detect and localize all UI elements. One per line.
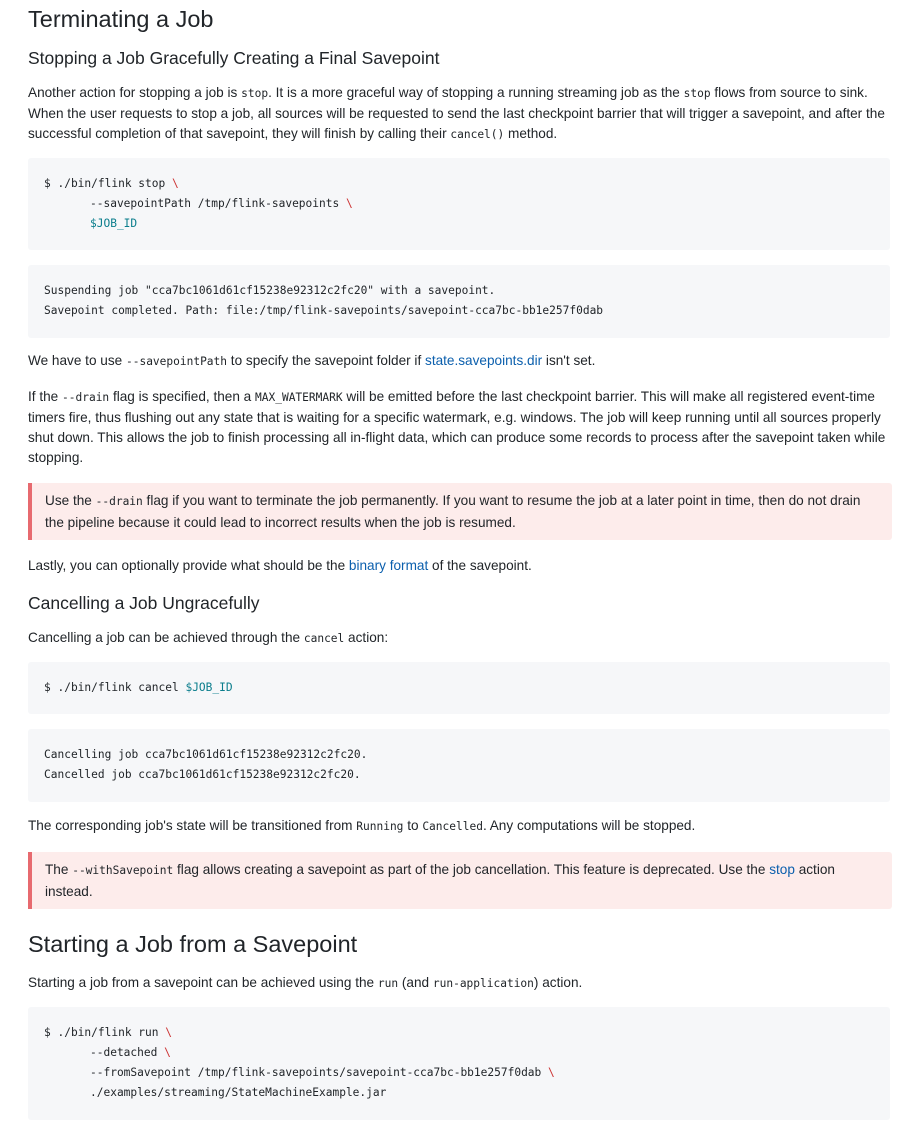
section-heading-cancelling: Cancelling a Job Ungracefully	[28, 593, 260, 613]
inline-code: cancel()	[450, 128, 505, 141]
section-heading-starting: Starting a Job from a Savepoint	[28, 931, 358, 957]
inline-code: --drain	[95, 495, 143, 508]
inline-code: stop	[683, 87, 711, 100]
inline-code: stop	[241, 87, 269, 100]
paragraph-run-intro: Starting a job from a savepoint can be achieved using the run (and run-application) action.	[28, 975, 583, 990]
paragraph-cancel-intro: Cancelling a job can be achieved through the cancel action:	[28, 630, 389, 645]
link-binary-format[interactable]: binary format	[348, 558, 429, 573]
hint-withsavepoint-deprecated: The --withSavepoint flag allows creating a savepoint as part of the job cancellation. This feature is deprecated. Use the stop action instead.	[28, 852, 892, 909]
hint-drain-warning: Use the --drain flag if you want to terminate the job permanently. If you want to resume the job at a later point in time, then do not drain the pipeline because it could lead to incorrect results when the job is resumed.	[28, 483, 892, 540]
inline-code: Running	[356, 820, 404, 833]
code-block-stop-command[interactable]: $ ./bin/flink stop \ --savepointPath /tmp/flink-savepoints \ $JOB_ID	[28, 158, 890, 250]
inline-code: MAX_WATERMARK	[255, 391, 343, 404]
inline-code: --drain	[62, 391, 110, 404]
paragraph-cancel-state: The corresponding job's state will be transitioned from Running to Cancelled. Any computations will be stopped.	[28, 818, 696, 833]
inline-code: cancel	[303, 632, 345, 645]
section-heading-stopping: Stopping a Job Gracefully Creating a Final Savepoint	[28, 48, 440, 68]
link-state-savepoints-dir[interactable]: state.savepoints.dir	[425, 353, 543, 368]
inline-code: run	[377, 977, 399, 990]
inline-code: Cancelled	[422, 820, 483, 833]
code-block-stop-output[interactable]: Suspending job "cca7bc1061d61cf15238e92312c2fc20" with a savepoint. Savepoint completed. Path: file:/tmp/flink-savepoints/savepoint-cca7bc-bb1e257f0dab	[28, 265, 890, 338]
paragraph-stop-intro: Another action for stopping a job is stop. It is a more graceful way of stopping a running streaming job as the stop flows from source to sink. When the user requests to stop a job, all sources will be requested to send the last checkpoint barrier that will trigger a savepoint, and after the successful completion of that savepoint, they will finish by calling their cancel() method.	[28, 85, 885, 141]
inline-code: --savepointPath	[125, 355, 228, 368]
inline-code: --withSavepoint	[72, 864, 174, 877]
paragraph-drain-flag: If the --drain flag is specified, then a MAX_WATERMARK will be emitted before the last checkpoint barrier. This will make all registered event-time timers fire, thus flushing out any state that is waiting for a specific watermark, e.g. windows. The job will keep running until all sources properly shut down. This allows the job to finish processing all in-flight data, which can produce some records to process after the savepoint taken while stopping.	[28, 389, 886, 465]
code-block-cancel-output[interactable]: Cancelling job cca7bc1061d61cf15238e92312c2fc20. Cancelled job cca7bc1061d61cf15238e92312c2fc20.	[28, 729, 890, 802]
code-block-run-command[interactable]: $ ./bin/flink run \ --detached \ --fromSavepoint /tmp/flink-savepoints/savepoint-cca7bc-bb1e257f0dab \ ./examples/streaming/StateMachineExample.jar	[28, 1007, 890, 1120]
link-stop[interactable]: stop	[769, 862, 795, 877]
page-title: Terminating a Job	[28, 6, 214, 32]
paragraph-savepoint-path: We have to use --savepointPath to specify the savepoint folder if state.savepoints.dir isn't set.	[28, 353, 596, 368]
paragraph-binary-format: Lastly, you can optionally provide what should be the binary format of the savepoint.	[28, 558, 532, 573]
code-block-cancel-command[interactable]: $ ./bin/flink cancel $JOB_ID	[28, 662, 890, 714]
inline-code: run-application	[432, 977, 534, 990]
